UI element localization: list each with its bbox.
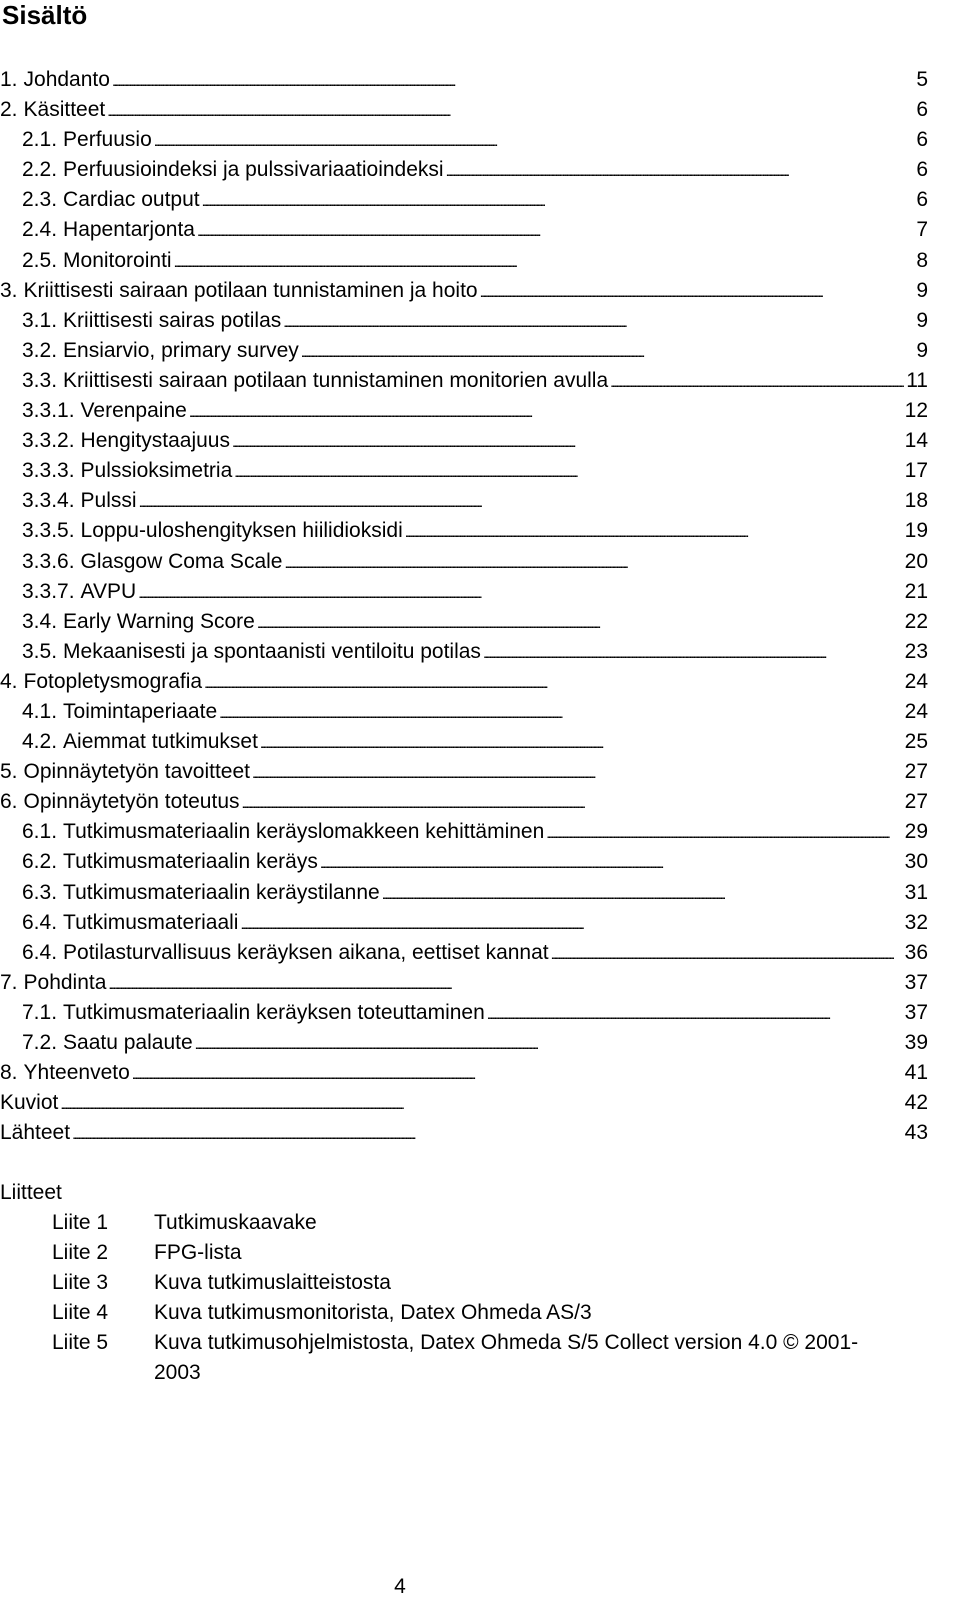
toc-dot-leader (446, 155, 915, 186)
appendix-description: FPG-lista (154, 1241, 242, 1265)
toc-dot-leader (174, 246, 915, 277)
page-title: Sisältö (2, 0, 88, 30)
toc-entry[interactable] (0, 607, 928, 637)
toc-entry-title: Mekaanisesti ja spontaanisti ventiloitu potilas (63, 639, 481, 663)
toc-entry-title: Glasgow Coma Scale (80, 549, 283, 573)
toc-entry-page: 19 (904, 519, 928, 543)
toc-dot-leader (242, 787, 903, 818)
toc-entry-number: 3.3.7. (22, 579, 75, 603)
toc-entry-title: Johdanto (23, 68, 110, 91)
toc-entry[interactable] (0, 697, 928, 727)
toc-entry-page: 8 (916, 248, 928, 272)
appendix-description: Kuva tutkimuslaitteistosta (154, 1271, 391, 1295)
toc-entry-page: 27 (904, 760, 928, 784)
toc-dot-leader (72, 1118, 903, 1149)
toc-entry-page: 9 (916, 308, 928, 332)
toc-entry-page: 23 (904, 639, 928, 663)
toc-entry[interactable] (0, 246, 928, 276)
toc-entry-number: 5. (0, 760, 18, 784)
toc-dot-leader (219, 697, 903, 728)
toc-entry-number: 2. (0, 98, 18, 122)
toc-entry-title: Pohdinta (23, 970, 107, 994)
toc-dot-leader (112, 65, 914, 96)
toc-entry-page: 6 (916, 98, 928, 122)
appendix-heading: Liitteet (0, 1181, 62, 1204)
toc-entry-page: 41 (904, 1061, 928, 1085)
toc-dot-leader (546, 817, 902, 848)
toc-dot-leader (487, 998, 903, 1029)
toc-entry[interactable] (0, 486, 928, 516)
toc-dot-leader (234, 456, 902, 487)
toc-entry-page: 6 (916, 188, 928, 212)
toc-entry-page: 6 (916, 158, 928, 182)
toc-entry-number: 2.1. (22, 128, 58, 152)
toc-entry-number: 3.2. (22, 338, 58, 362)
toc-entry[interactable] (0, 516, 928, 546)
toc-entry-page: 22 (904, 609, 928, 633)
toc-entry[interactable] (0, 276, 928, 306)
toc-entry-number: 3.3.2. (22, 429, 75, 453)
toc-entry-number: 3.3.5. (22, 519, 75, 543)
toc-entry-page: 27 (904, 790, 928, 814)
toc-dot-leader (60, 1088, 902, 1119)
toc-entry-number: 3.3.1. (22, 399, 75, 423)
toc-dot-leader (197, 215, 914, 246)
toc-dot-leader (301, 336, 915, 367)
toc-entry[interactable] (0, 366, 928, 396)
toc-entry-number: 3.4. (22, 609, 58, 633)
toc-entry-title: Cardiac output (63, 188, 200, 212)
toc-entry-title: Hapentarjonta (63, 218, 195, 242)
toc-entry-page: 9 (916, 278, 928, 302)
appendix-item (52, 1298, 912, 1328)
toc-dot-leader (108, 968, 902, 999)
toc-entry[interactable] (0, 847, 928, 877)
toc-dot-leader (382, 878, 903, 909)
toc-entry-title: Fotopletysmografia (23, 669, 203, 693)
toc-entry-page: 36 (904, 940, 928, 964)
toc-entry-number: 2.2. (22, 158, 58, 182)
toc-entry-title: Yhteenveto (23, 1061, 130, 1085)
toc-entry[interactable] (0, 968, 928, 998)
toc-entry[interactable] (0, 1118, 928, 1148)
toc-dot-leader (240, 908, 902, 939)
toc-entry-title: Tutkimusmateriaalin keräystilanne (63, 880, 380, 904)
toc-entry[interactable] (0, 908, 928, 938)
toc-entry-page: 31 (904, 880, 928, 904)
toc-entry-number: 2.5. (22, 248, 58, 272)
toc-entry-title: Kriittisesti sairaan potilaan tunnistaminen monitorien avulla (63, 368, 609, 392)
toc-entry-title: Perfuusioindeksi ja pulssivariaatioindeksi (63, 158, 444, 182)
toc-entry-page: 7 (916, 218, 928, 242)
toc-entry-title: Perfuusio (63, 128, 152, 152)
toc-entry-number: 3. (0, 278, 18, 302)
toc-entry-title: Käsitteet (23, 98, 106, 122)
toc-entry-title: Saatu palaute (63, 1031, 193, 1054)
appendix-list (52, 1208, 912, 1389)
toc-entry-number: 4.2. (22, 730, 58, 754)
toc-entry-page: 42 (904, 1091, 928, 1115)
toc-dot-leader (320, 847, 903, 878)
toc-dot-leader (195, 1028, 903, 1059)
appendix-description: Tutkimuskaavake (154, 1211, 317, 1234)
toc-entry-page: 17 (904, 459, 928, 483)
toc-entry-title: Tutkimusmateriaali (63, 910, 239, 934)
toc-entry-number: 3.3.6. (22, 549, 75, 573)
toc-entry[interactable] (0, 456, 928, 486)
appendix-label: Liite 5 (52, 1331, 109, 1355)
toc-entry-number: 3.5. (22, 639, 58, 663)
toc-entry-number: 7.2. (22, 1031, 58, 1054)
toc-entry-title: Toimintaperiaate (63, 699, 218, 723)
toc-entry-number: 6.1. (22, 820, 58, 844)
toc-dot-leader (138, 577, 902, 608)
toc-entry[interactable] (0, 306, 928, 336)
toc-dot-leader (107, 95, 914, 126)
toc-dot-leader (480, 276, 915, 307)
toc-entry-title: Kuviot (0, 1091, 59, 1115)
table-of-contents (0, 65, 928, 1148)
toc-entry-page: 30 (904, 850, 928, 874)
toc-entry-title: Opinnäytetyön toteutus (23, 790, 240, 814)
toc-entry-title: Pulssi (80, 489, 137, 513)
toc-entry-number: 3.3. (22, 368, 58, 392)
toc-entry[interactable] (0, 185, 928, 215)
toc-entry-title: Kriittisesti sairas potilas (63, 308, 282, 332)
toc-entry-number: 6.2. (22, 850, 58, 874)
toc-entry[interactable] (0, 215, 928, 245)
toc-entry-title: Opinnäytetyön tavoitteet (23, 760, 250, 784)
toc-entry[interactable] (0, 547, 928, 577)
toc-entry-number: 1. (0, 68, 18, 91)
toc-entry[interactable] (0, 817, 928, 847)
toc-entry-number: 3.3.3. (22, 459, 75, 483)
toc-dot-leader (284, 547, 902, 578)
appendix-item (52, 1208, 912, 1238)
toc-entry-page: 20 (904, 549, 928, 573)
toc-entry[interactable] (0, 998, 928, 1028)
toc-entry[interactable] (0, 1058, 928, 1088)
toc-entry[interactable] (0, 787, 928, 817)
toc-dot-leader (260, 727, 903, 758)
toc-entry-page: 21 (904, 579, 928, 603)
toc-dot-leader (483, 637, 903, 668)
toc-entry[interactable] (0, 667, 928, 697)
toc-entry-page: 24 (904, 699, 928, 723)
toc-entry-number: 7.1. (22, 1000, 58, 1024)
toc-entry-title: Monitorointi (63, 248, 172, 272)
toc-entry-page: 9 (916, 338, 928, 362)
toc-entry[interactable] (0, 577, 928, 607)
toc-entry-title: Loppu-uloshengityksen hiilidioksidi (80, 519, 403, 543)
toc-entry-number: 4.1. (22, 699, 58, 723)
toc-entry-title: Lähteet (0, 1121, 71, 1145)
toc-dot-leader (405, 516, 903, 547)
toc-entry[interactable] (0, 1088, 928, 1118)
toc-entry-number: 6.3. (22, 880, 58, 904)
toc-entry[interactable] (0, 637, 928, 667)
toc-entry-number: 2.4. (22, 218, 58, 242)
toc-entry-page: 11 (906, 368, 928, 392)
toc-entry-number: 6. (0, 790, 18, 814)
toc-entry-page: 29 (904, 820, 928, 844)
toc-dot-leader (202, 185, 915, 216)
toc-entry[interactable] (0, 95, 928, 125)
toc-entry-title: Hengitystaajuus (80, 429, 230, 453)
toc-entry-page: 12 (904, 399, 928, 423)
toc-entry-title: Potilasturvallisuus keräyksen aikana, eettiset kannat (63, 940, 549, 964)
toc-entry[interactable] (0, 426, 928, 456)
toc-entry-page: 24 (904, 669, 928, 693)
toc-dot-leader (551, 938, 903, 969)
toc-entry-number: 8. (0, 1061, 18, 1085)
toc-entry-page: 18 (904, 489, 928, 513)
toc-entry[interactable] (0, 878, 928, 908)
toc-entry-number: 4. (0, 669, 18, 693)
appendix-description: Kuva tutkimusohjelmistosta, Datex Ohmeda S/5 Collect version 4.0 © 2001-2003 (154, 1331, 859, 1385)
appendix-item (52, 1238, 912, 1268)
toc-entry-number: 6.4. (22, 910, 58, 934)
toc-entry-page: 5 (916, 68, 928, 91)
appendix-label: Liite 3 (52, 1271, 109, 1295)
toc-dot-leader (189, 396, 903, 427)
toc-entry-title: Kriittisesti sairaan potilaan tunnistaminen ja hoito (23, 278, 478, 302)
toc-dot-leader (139, 486, 903, 517)
toc-entry[interactable] (0, 65, 928, 95)
toc-entry-number: 6.4. (22, 940, 58, 964)
appendix-label: Liite 4 (52, 1301, 109, 1325)
toc-dot-leader (610, 366, 904, 397)
toc-entry[interactable] (0, 1028, 928, 1058)
appendix-item (52, 1268, 912, 1298)
toc-entry[interactable] (0, 757, 928, 787)
appendix-label: Liite 2 (52, 1241, 109, 1265)
toc-entry-title: Verenpaine (80, 399, 187, 423)
toc-dot-leader (252, 757, 903, 788)
toc-entry-title: Tutkimusmateriaalin keräys (63, 850, 318, 874)
toc-dot-leader (257, 607, 903, 638)
toc-entry-title: Pulssioksimetria (80, 459, 233, 483)
toc-entry-page: 37 (904, 1000, 928, 1024)
toc-entry[interactable] (0, 396, 928, 426)
toc-dot-leader (132, 1058, 903, 1089)
toc-entry-page: 43 (904, 1121, 928, 1145)
toc-dot-leader (204, 667, 903, 698)
page-number: 4 (394, 1575, 406, 1598)
toc-entry-number: 2.3. (22, 188, 58, 212)
toc-entry-number: 3.3.4. (22, 489, 75, 513)
toc-entry-page: 37 (904, 970, 928, 994)
toc-entry[interactable] (0, 336, 928, 366)
toc-entry-page: 39 (904, 1031, 928, 1054)
appendix-item (52, 1328, 912, 1388)
toc-entry-title: Tutkimusmateriaalin keräyksen toteuttaminen (63, 1000, 485, 1024)
toc-dot-leader (283, 306, 914, 337)
toc-dot-leader (232, 426, 903, 457)
toc-entry-number: 3.1. (22, 308, 58, 332)
toc-entry-title: Early Warning Score (63, 609, 255, 633)
toc-entry-page: 32 (904, 910, 928, 934)
toc-entry-number: 7. (0, 970, 18, 994)
toc-entry-page: 14 (904, 429, 928, 453)
toc-entry-title: Tutkimusmateriaalin keräyslomakkeen kehittäminen (63, 820, 545, 844)
toc-entry-title: Ensiarvio, primary survey (63, 338, 299, 362)
toc-entry-title: Aiemmat tutkimukset (63, 730, 258, 754)
toc-entry-page: 25 (904, 730, 928, 754)
appendix-label: Liite 1 (52, 1211, 109, 1234)
toc-entry[interactable] (0, 727, 928, 757)
toc-entry-page: 6 (916, 128, 928, 152)
toc-entry-title: AVPU (80, 579, 137, 603)
toc-dot-leader (154, 125, 915, 156)
toc-entry[interactable] (0, 938, 928, 968)
toc-entry[interactable] (0, 125, 928, 155)
appendix-description: Kuva tutkimusmonitorista, Datex Ohmeda AS/3 (154, 1301, 592, 1325)
toc-entry[interactable] (0, 155, 928, 185)
